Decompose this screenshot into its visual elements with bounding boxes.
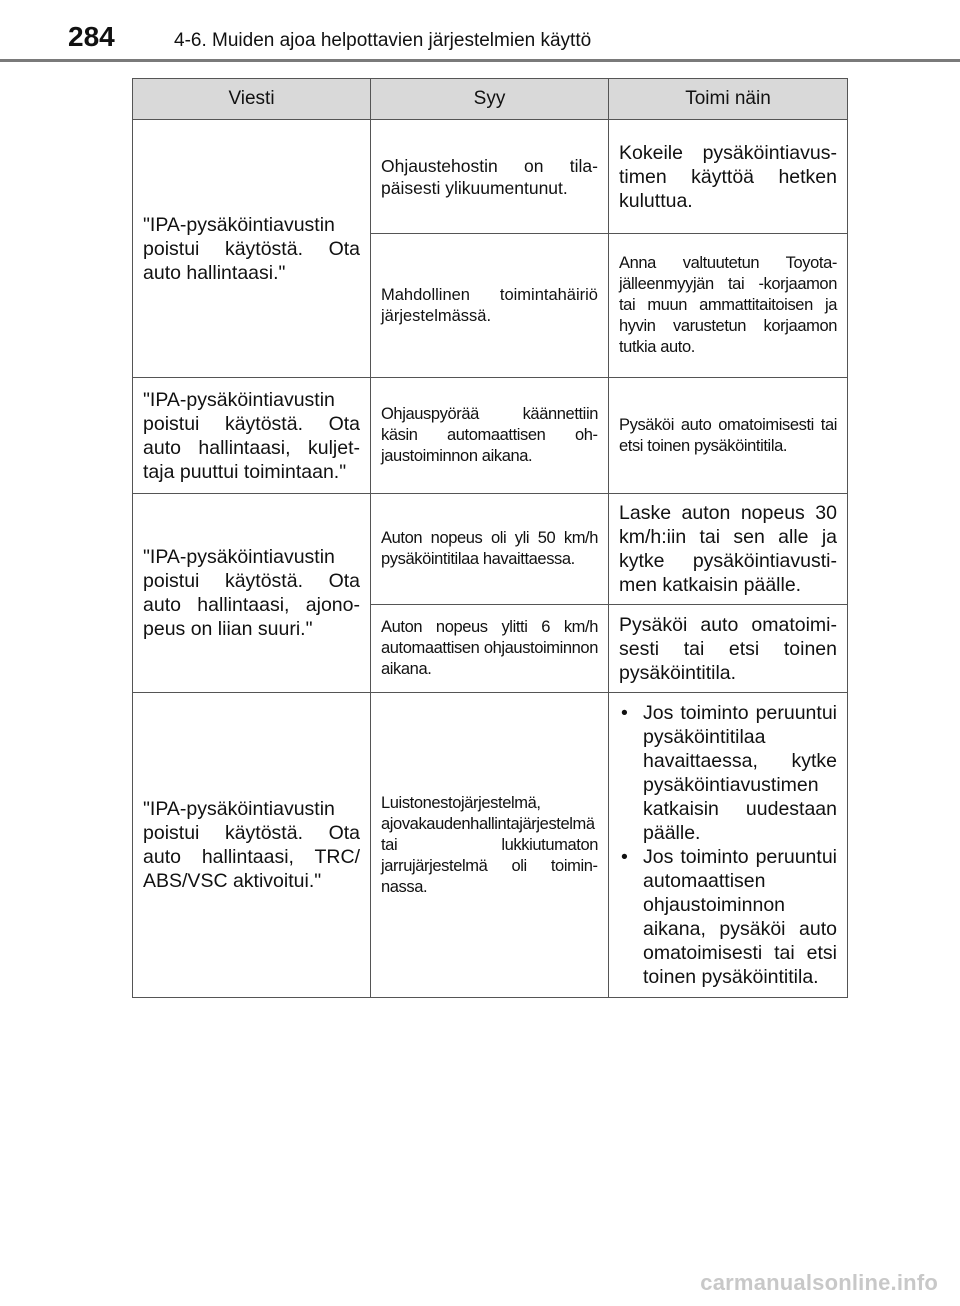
table-row <box>133 693 848 998</box>
action-cell: Anna valtuutetun Toyota-jälleenmyyjän tai -korjaamon tai muun ammattitaitoisen ja hyvin varustetun korjaamon tutkia auto. <box>609 234 848 378</box>
column-header-action: Toimi näin <box>609 79 848 120</box>
cause-cell: Auton nopeus oli yli 50 km/h pysäköintitilaa havaittaessa. <box>371 494 609 605</box>
table-header-row <box>133 79 848 120</box>
action-cell: Pysäköi auto omatoimisesti tai etsi toinen pysäköintitila. <box>609 605 848 693</box>
column-header-cause: Syy <box>371 79 609 120</box>
cause-cell: Mahdollinen toimintahäiriö järjestelmässä. <box>371 234 609 378</box>
cause-cell: Ohjaustehostin on tilapäisesti ylikuumentunut. <box>371 120 609 234</box>
column-header-message: Viesti <box>133 79 371 120</box>
bullet-icon: • <box>621 846 628 868</box>
message-cell: "IPA-pysäköintiavustin poistui käytöstä. Ota auto hallintaasi." <box>133 120 371 378</box>
message-cell: "IPA-pysäköintiavustin poistui käytöstä. Ota auto hallintaasi, kuljettaja puuttui toimintaan." <box>133 378 371 494</box>
page-number: 284 <box>68 21 115 52</box>
list-item-text: Jos toiminto peruuntui automaattisen ohjaustoiminnon aikana, pysäköi auto omatoimisesti tai etsi toinen pysäköintitila. <box>643 846 837 988</box>
table-row <box>133 378 848 494</box>
list-item <box>619 845 837 989</box>
page-header <box>0 0 960 62</box>
list-item <box>619 701 837 845</box>
list-item-text: Jos toiminto peruuntui pysäköintitilaa havaittaessa, kytke pysäköintiavustimen katkaisin uudestaan päälle. <box>643 702 837 844</box>
chapter-title: 4-6. Muiden ajoa helpottavien järjestelmien käyttö <box>174 30 592 51</box>
bullet-icon: • <box>621 702 628 724</box>
cause-cell: Ohjauspyörää käännettiin käsin automaattisen ohjaustoiminnon aikana. <box>371 378 609 494</box>
action-cell: Pysäköi auto omatoimisesti tai etsi toinen pysäköintitila. <box>609 378 848 494</box>
action-cell: Laske auton nopeus 30 km/h:iin tai sen alle ja kytke pysäköintiavustimen katkaisin päälle. <box>609 494 848 605</box>
message-cell: "IPA-pysäköintiavustin poistui käytöstä. Ota auto hallintaasi, ajonopeus on liian suuri." <box>133 494 371 693</box>
cause-cell: Auton nopeus ylitti 6 km/h automaattisen ohjaustoiminnon aikana. <box>371 605 609 693</box>
action-cell <box>609 693 848 998</box>
action-list <box>619 701 837 989</box>
table-row <box>133 120 848 234</box>
watermark-text: carmanualsonline.info <box>700 1270 938 1295</box>
message-cell: "IPA-pysäköintiavustin poistui käytöstä. Ota auto hallintaasi, TRC/ ABS/VSC aktivoitui." <box>133 693 371 998</box>
header-rule <box>0 59 960 62</box>
cause-cell: Luistonestojärjestelmä, ajovakaudenhallintajärjestelmä tai lukkiutumaton jarrujärjestelmä oli toiminnassa. <box>371 693 609 998</box>
table-row <box>133 494 848 605</box>
message-table <box>132 78 848 998</box>
action-cell: Kokeile pysäköintiavustimen käyttöä hetken kuluttua. <box>609 120 848 234</box>
